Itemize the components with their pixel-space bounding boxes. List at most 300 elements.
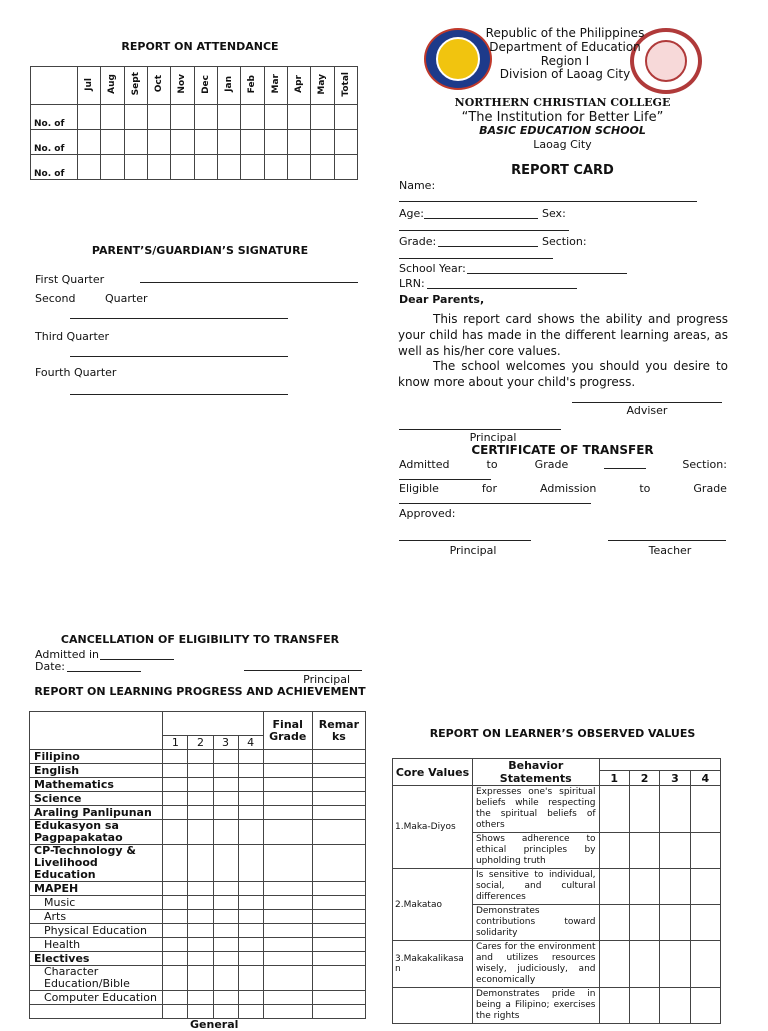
subject-row xyxy=(30,882,366,896)
values-quarter-1: 1 xyxy=(599,771,629,786)
grade-cell[interactable] xyxy=(188,778,213,792)
quarter-label: Quarter xyxy=(105,292,148,305)
grade-cell[interactable] xyxy=(263,952,312,966)
grade-cell[interactable] xyxy=(188,806,213,820)
cancel-principal-label: Principal xyxy=(303,673,350,686)
attendance-cell[interactable] xyxy=(287,155,310,180)
subject-row xyxy=(30,952,366,966)
attendance-cell[interactable] xyxy=(264,130,287,155)
values-mark-cell[interactable] xyxy=(660,833,690,869)
subject-row xyxy=(30,778,366,792)
eligible-grade: Grade xyxy=(693,482,727,495)
third-quarter-line[interactable] xyxy=(70,356,288,357)
grade-cell[interactable] xyxy=(188,938,213,952)
grade-cell[interactable] xyxy=(263,778,312,792)
grade-cell[interactable] xyxy=(238,991,263,1005)
grade-cell[interactable] xyxy=(238,778,263,792)
grade-cell[interactable] xyxy=(312,952,365,966)
grade-cell[interactable] xyxy=(163,991,188,1005)
core-value xyxy=(393,988,473,1024)
attendance-table xyxy=(30,66,358,180)
grade-cell[interactable] xyxy=(312,778,365,792)
values-title: REPORT ON LEARNER’S OBSERVED VALUES xyxy=(429,727,696,740)
section-label: Section: xyxy=(542,235,587,248)
grade-cell[interactable] xyxy=(238,896,263,910)
attendance-cell[interactable] xyxy=(311,105,334,130)
grade-cell[interactable] xyxy=(188,1005,213,1019)
values-mark-cell[interactable] xyxy=(629,988,659,1024)
final-grade-header: Final Grade xyxy=(263,712,312,750)
general-label: General xyxy=(190,1018,239,1031)
report-paragraph-1: This report card shows the ability and progress your child has made in the different learning areas, as well as his/her core values. xyxy=(398,312,728,358)
grade-cell[interactable] xyxy=(238,820,263,845)
fourth-quarter-label: Fourth Quarter xyxy=(35,366,117,379)
grade-cell[interactable] xyxy=(188,820,213,845)
grade-cell[interactable] xyxy=(238,952,263,966)
grade-cell[interactable] xyxy=(312,991,365,1005)
grade-cell[interactable] xyxy=(238,806,263,820)
behavior-statement: Demonstrates contributions toward solidarity xyxy=(472,905,599,941)
attendance-cell[interactable] xyxy=(124,105,147,130)
lrn-label: LRN: xyxy=(399,277,425,290)
subject-name: Filipino xyxy=(30,750,163,764)
values-mark-cell[interactable] xyxy=(629,786,659,833)
attendance-cell[interactable] xyxy=(217,155,240,180)
grade-cell[interactable] xyxy=(188,952,213,966)
grade-cell[interactable] xyxy=(163,764,188,778)
grade-cell[interactable] xyxy=(213,845,238,882)
grade-cell[interactable] xyxy=(188,924,213,938)
subject-row xyxy=(30,806,366,820)
values-mark-cell[interactable] xyxy=(660,786,690,833)
school-year-field[interactable] xyxy=(467,273,627,274)
attendance-row-label: No. of xyxy=(31,155,78,180)
subject-row xyxy=(30,792,366,806)
approved-label: Approved: xyxy=(399,507,456,520)
attendance-row xyxy=(31,105,358,130)
month-label: Total xyxy=(340,71,351,97)
attendance-cell[interactable] xyxy=(241,155,264,180)
attendance-cell[interactable] xyxy=(264,155,287,180)
grade-cell[interactable] xyxy=(238,938,263,952)
subject-name: Physical Education xyxy=(30,924,163,938)
month-label: Sept xyxy=(130,72,141,96)
grade-cell[interactable] xyxy=(263,991,312,1005)
month-header-dec xyxy=(194,67,217,105)
grade-cell[interactable] xyxy=(312,924,365,938)
month-label: Feb xyxy=(247,74,258,94)
attendance-cell[interactable] xyxy=(311,155,334,180)
grade-cell[interactable] xyxy=(238,764,263,778)
school-motto: “The Institution for Better Life” xyxy=(461,110,664,125)
grade-cell[interactable] xyxy=(213,991,238,1005)
grade-cell[interactable] xyxy=(238,910,263,924)
values-mark-cell[interactable] xyxy=(629,869,659,905)
learning-table xyxy=(29,711,366,1019)
division-text: Division of Laoag City xyxy=(499,67,631,81)
grade-cell[interactable] xyxy=(213,938,238,952)
basic-education: BASIC EDUCATION SCHOOL xyxy=(479,124,646,137)
grade-cell[interactable] xyxy=(263,966,312,991)
admitted-grade-field[interactable] xyxy=(604,468,646,469)
grade-cell[interactable] xyxy=(163,910,188,924)
cert-teacher-label: Teacher xyxy=(648,544,692,557)
month-label: May xyxy=(317,73,328,95)
grade-cell[interactable] xyxy=(188,764,213,778)
republic-text: Republic of the Philippines xyxy=(485,26,645,40)
attendance-cell[interactable] xyxy=(78,130,101,155)
values-mark-cell[interactable] xyxy=(599,988,629,1024)
month-header-total xyxy=(334,67,357,105)
grade-cell[interactable] xyxy=(238,845,263,882)
subject-name: English xyxy=(30,764,163,778)
values-mark-cell[interactable] xyxy=(599,833,629,869)
attendance-cell[interactable] xyxy=(78,105,101,130)
attendance-cell[interactable] xyxy=(287,130,310,155)
subject-row xyxy=(30,896,366,910)
grade-cell[interactable] xyxy=(188,991,213,1005)
values-mark-cell[interactable] xyxy=(629,941,659,988)
values-mark-cell[interactable] xyxy=(690,988,720,1024)
subject-name: MAPEH xyxy=(30,882,163,896)
quarter-2: 2 xyxy=(188,736,213,750)
subject-name xyxy=(30,1005,163,1019)
month-header-sept xyxy=(124,67,147,105)
region-text: Region I xyxy=(540,54,590,68)
attendance-cell[interactable] xyxy=(101,155,124,180)
attendance-cell[interactable] xyxy=(147,155,170,180)
grade-cell[interactable] xyxy=(263,924,312,938)
values-row xyxy=(393,941,721,988)
certificate-title: CERTIFICATE OF TRANSFER xyxy=(471,443,654,457)
subject-name: Character Education/Bible xyxy=(30,966,163,991)
attendance-cell[interactable] xyxy=(194,155,217,180)
core-value: 3.Makakalikasa n xyxy=(393,941,473,988)
grade-cell[interactable] xyxy=(312,896,365,910)
lrn-field[interactable] xyxy=(427,288,577,289)
values-mark-cell[interactable] xyxy=(629,833,659,869)
grade-cell[interactable] xyxy=(163,938,188,952)
grade-label: Grade: xyxy=(399,235,437,248)
grade-cell[interactable] xyxy=(213,910,238,924)
second-quarter-line[interactable] xyxy=(70,318,288,319)
grade-cell[interactable] xyxy=(238,924,263,938)
eligible-grade-field[interactable] xyxy=(399,503,591,504)
attendance-cell[interactable] xyxy=(101,105,124,130)
grade-cell[interactable] xyxy=(163,1005,188,1019)
admitted-in-label: Admitted in xyxy=(35,648,99,661)
grade-cell[interactable] xyxy=(312,966,365,991)
eligible-admission: Admission xyxy=(540,482,597,495)
attendance-cell[interactable] xyxy=(171,155,194,180)
values-mark-cell[interactable] xyxy=(660,988,690,1024)
subject-name: Araling Panlipunan xyxy=(30,806,163,820)
values-mark-cell[interactable] xyxy=(599,869,629,905)
sex-label: Sex: xyxy=(542,207,566,220)
grade-cell[interactable] xyxy=(312,1005,365,1019)
grade-cell[interactable] xyxy=(163,792,188,806)
values-quarter-header xyxy=(599,759,721,771)
attendance-cell[interactable] xyxy=(171,105,194,130)
attendance-cell[interactable] xyxy=(147,130,170,155)
age-field[interactable] xyxy=(424,218,538,219)
grade-cell[interactable] xyxy=(263,1005,312,1019)
eligible-to: to xyxy=(639,482,651,495)
behavior-statement: Demonstrates pride in being a Filipino; exercises the rights xyxy=(472,988,599,1024)
behavior-statement: Expresses one's spiritual beliefs while respecting the spiritual beliefs of others xyxy=(472,786,599,833)
attendance-cell[interactable] xyxy=(287,105,310,130)
values-mark-cell[interactable] xyxy=(660,941,690,988)
grade-cell[interactable] xyxy=(163,966,188,991)
grade-cell[interactable] xyxy=(312,882,365,896)
attendance-cell[interactable] xyxy=(241,130,264,155)
values-mark-cell[interactable] xyxy=(690,786,720,833)
grade-cell[interactable] xyxy=(213,952,238,966)
age-label: Age: xyxy=(399,207,424,220)
subject-row xyxy=(30,966,366,991)
grade-cell[interactable] xyxy=(163,896,188,910)
values-row xyxy=(393,786,721,833)
month-label: Jan xyxy=(224,76,235,92)
admitted-in-field[interactable] xyxy=(100,659,174,660)
attendance-cell[interactable] xyxy=(217,130,240,155)
subject-row xyxy=(30,820,366,845)
adviser-label: Adviser xyxy=(626,404,668,417)
behavior-statement: Cares for the environment and utilizes resources wisely, judiciously, and economically xyxy=(472,941,599,988)
sex-field[interactable] xyxy=(399,230,569,231)
adviser-line[interactable] xyxy=(572,402,722,403)
month-label: Oct xyxy=(154,75,165,93)
second-label: Second xyxy=(35,292,76,305)
grade-cell[interactable] xyxy=(188,966,213,991)
grade-cell[interactable] xyxy=(263,764,312,778)
principal-label: Principal xyxy=(469,431,517,444)
attendance-row xyxy=(31,155,358,180)
name-field[interactable] xyxy=(399,201,697,202)
month-header-mar xyxy=(264,67,287,105)
grade-cell[interactable] xyxy=(163,778,188,792)
subject-name: Music xyxy=(30,896,163,910)
values-quarter-2: 2 xyxy=(629,771,659,786)
month-header-aug xyxy=(101,67,124,105)
subject-row xyxy=(30,1005,366,1019)
subject-name: Health xyxy=(30,938,163,952)
grade-cell[interactable] xyxy=(263,938,312,952)
grade-cell[interactable] xyxy=(213,750,238,764)
grade-cell[interactable] xyxy=(213,896,238,910)
section-field[interactable] xyxy=(399,258,553,259)
month-header-oct xyxy=(147,67,170,105)
grade-cell[interactable] xyxy=(213,778,238,792)
third-quarter-label: Third Quarter xyxy=(35,330,110,343)
month-label: Nov xyxy=(177,74,188,94)
subject-row xyxy=(30,938,366,952)
grade-cell[interactable] xyxy=(213,1005,238,1019)
attendance-cell[interactable] xyxy=(264,105,287,130)
values-mark-cell[interactable] xyxy=(599,941,629,988)
grade-cell[interactable] xyxy=(213,806,238,820)
attendance-cell[interactable] xyxy=(147,105,170,130)
subject-row xyxy=(30,750,366,764)
values-mark-cell[interactable] xyxy=(690,941,720,988)
grade-cell[interactable] xyxy=(238,966,263,991)
subject-name: Electives xyxy=(30,952,163,966)
date-label: Date: xyxy=(35,660,65,673)
grade-cell[interactable] xyxy=(213,820,238,845)
subject-name: Computer Education xyxy=(30,991,163,1005)
attendance-cell[interactable] xyxy=(334,155,357,180)
values-mark-cell[interactable] xyxy=(660,905,690,941)
first-quarter-line[interactable] xyxy=(140,282,358,283)
grade-cell[interactable] xyxy=(263,896,312,910)
grade-cell[interactable] xyxy=(312,750,365,764)
quarter-3: 3 xyxy=(213,736,238,750)
grade-cell[interactable] xyxy=(312,792,365,806)
values-table xyxy=(392,758,721,1024)
grade-field[interactable] xyxy=(438,246,538,247)
grade-cell[interactable] xyxy=(238,1005,263,1019)
grade-cell[interactable] xyxy=(213,792,238,806)
quarter-header xyxy=(163,712,263,736)
cert-principal-line[interactable] xyxy=(399,540,531,541)
date-field[interactable] xyxy=(67,671,141,672)
cert-principal-label: Principal xyxy=(449,544,497,557)
attendance-cell[interactable] xyxy=(101,130,124,155)
month-header-jul xyxy=(78,67,101,105)
values-mark-cell[interactable] xyxy=(660,869,690,905)
behavior-statement: Is sensitive to individual, social, and cultural differences xyxy=(472,869,599,905)
attendance-cell[interactable] xyxy=(124,155,147,180)
grade-cell[interactable] xyxy=(163,820,188,845)
grade-cell[interactable] xyxy=(163,845,188,882)
eligible-for: for xyxy=(481,482,498,495)
cancel-principal-line[interactable] xyxy=(244,670,362,671)
grade-cell[interactable] xyxy=(163,924,188,938)
grade-cell[interactable] xyxy=(188,845,213,882)
grade-cell[interactable] xyxy=(263,792,312,806)
month-label: Jul xyxy=(84,77,95,91)
remarks-header: Remar ks xyxy=(312,712,365,750)
grade-cell[interactable] xyxy=(238,750,263,764)
grade-cell[interactable] xyxy=(163,750,188,764)
core-values-header: Core Values xyxy=(393,759,473,786)
principal-line[interactable] xyxy=(399,429,561,430)
grade-cell[interactable] xyxy=(312,806,365,820)
attendance-corner xyxy=(31,67,78,105)
grade-cell[interactable] xyxy=(188,896,213,910)
month-label: Aug xyxy=(107,74,118,94)
city-text: Laoag City xyxy=(533,138,592,151)
values-quarter-4: 4 xyxy=(690,771,720,786)
subject-name: CP-Technology & Livelihood Education xyxy=(30,845,163,882)
grade-cell[interactable] xyxy=(312,938,365,952)
attendance-cell[interactable] xyxy=(311,130,334,155)
attendance-row-label: No. of xyxy=(31,130,78,155)
grade-cell[interactable] xyxy=(263,806,312,820)
grade-cell[interactable] xyxy=(213,764,238,778)
department-text: Department of Education xyxy=(489,40,641,54)
admitted-section-field[interactable] xyxy=(399,479,491,480)
subject-name: Mathematics xyxy=(30,778,163,792)
values-quarter-3: 3 xyxy=(660,771,690,786)
grade-cell[interactable] xyxy=(163,952,188,966)
grade-cell[interactable] xyxy=(312,764,365,778)
grade-cell[interactable] xyxy=(263,910,312,924)
month-header-may xyxy=(311,67,334,105)
grade-cell[interactable] xyxy=(312,820,365,845)
values-row xyxy=(393,869,721,905)
grade-cell[interactable] xyxy=(263,845,312,882)
attendance-cell[interactable] xyxy=(124,130,147,155)
attendance-cell[interactable] xyxy=(171,130,194,155)
values-mark-cell[interactable] xyxy=(690,905,720,941)
grade-cell[interactable] xyxy=(312,910,365,924)
grade-cell[interactable] xyxy=(312,845,365,882)
dear-parents: Dear Parents, xyxy=(399,293,485,306)
grade-cell[interactable] xyxy=(188,792,213,806)
attendance-cell[interactable] xyxy=(78,155,101,180)
attendance-cell[interactable] xyxy=(241,105,264,130)
behavior-header: Behavior Statements xyxy=(472,759,599,786)
grade-cell[interactable] xyxy=(263,820,312,845)
attendance-cell[interactable] xyxy=(334,105,357,130)
month-label: Dec xyxy=(200,74,211,94)
grade-cell[interactable] xyxy=(213,882,238,896)
subject-row xyxy=(30,845,366,882)
grade-cell[interactable] xyxy=(188,882,213,896)
month-label: Apr xyxy=(294,75,305,93)
values-mark-cell[interactable] xyxy=(690,869,720,905)
month-header-jan xyxy=(217,67,240,105)
values-mark-cell[interactable] xyxy=(690,833,720,869)
attendance-cell[interactable] xyxy=(194,130,217,155)
grade-cell[interactable] xyxy=(163,806,188,820)
grade-cell[interactable] xyxy=(163,882,188,896)
learning-title: REPORT ON LEARNING PROGRESS AND ACHIEVEMENT xyxy=(34,685,366,698)
admitted-word: Admitted xyxy=(399,458,450,471)
month-header-feb xyxy=(241,67,264,105)
grade-cell[interactable] xyxy=(188,750,213,764)
report-card-title: REPORT CARD xyxy=(511,163,614,178)
values-mark-cell[interactable] xyxy=(599,786,629,833)
month-header-apr xyxy=(287,67,310,105)
month-header-nov xyxy=(171,67,194,105)
grade-cell[interactable] xyxy=(238,792,263,806)
attendance-title: REPORT ON ATTENDANCE xyxy=(121,40,279,53)
grade-cell[interactable] xyxy=(263,882,312,896)
grade-cell[interactable] xyxy=(188,910,213,924)
school-year-label: School Year: xyxy=(399,262,466,275)
values-mark-cell[interactable] xyxy=(599,905,629,941)
attendance-cell[interactable] xyxy=(334,130,357,155)
fourth-quarter-line[interactable] xyxy=(70,394,288,395)
subject-name: Science xyxy=(30,792,163,806)
core-value: 2.Makatao xyxy=(393,869,473,941)
attendance-cell[interactable] xyxy=(217,105,240,130)
grade-cell[interactable] xyxy=(213,966,238,991)
cert-teacher-line[interactable] xyxy=(608,540,726,541)
eligible-word: Eligible xyxy=(399,482,439,495)
attendance-cell[interactable] xyxy=(194,105,217,130)
values-mark-cell[interactable] xyxy=(629,905,659,941)
grade-cell[interactable] xyxy=(263,750,312,764)
grade-cell[interactable] xyxy=(213,924,238,938)
core-value: 1.Maka-Diyos xyxy=(393,786,473,869)
eligible-row xyxy=(399,482,727,495)
attendance-row xyxy=(31,130,358,155)
grade-cell[interactable] xyxy=(238,882,263,896)
admitted-to: to xyxy=(486,458,498,471)
